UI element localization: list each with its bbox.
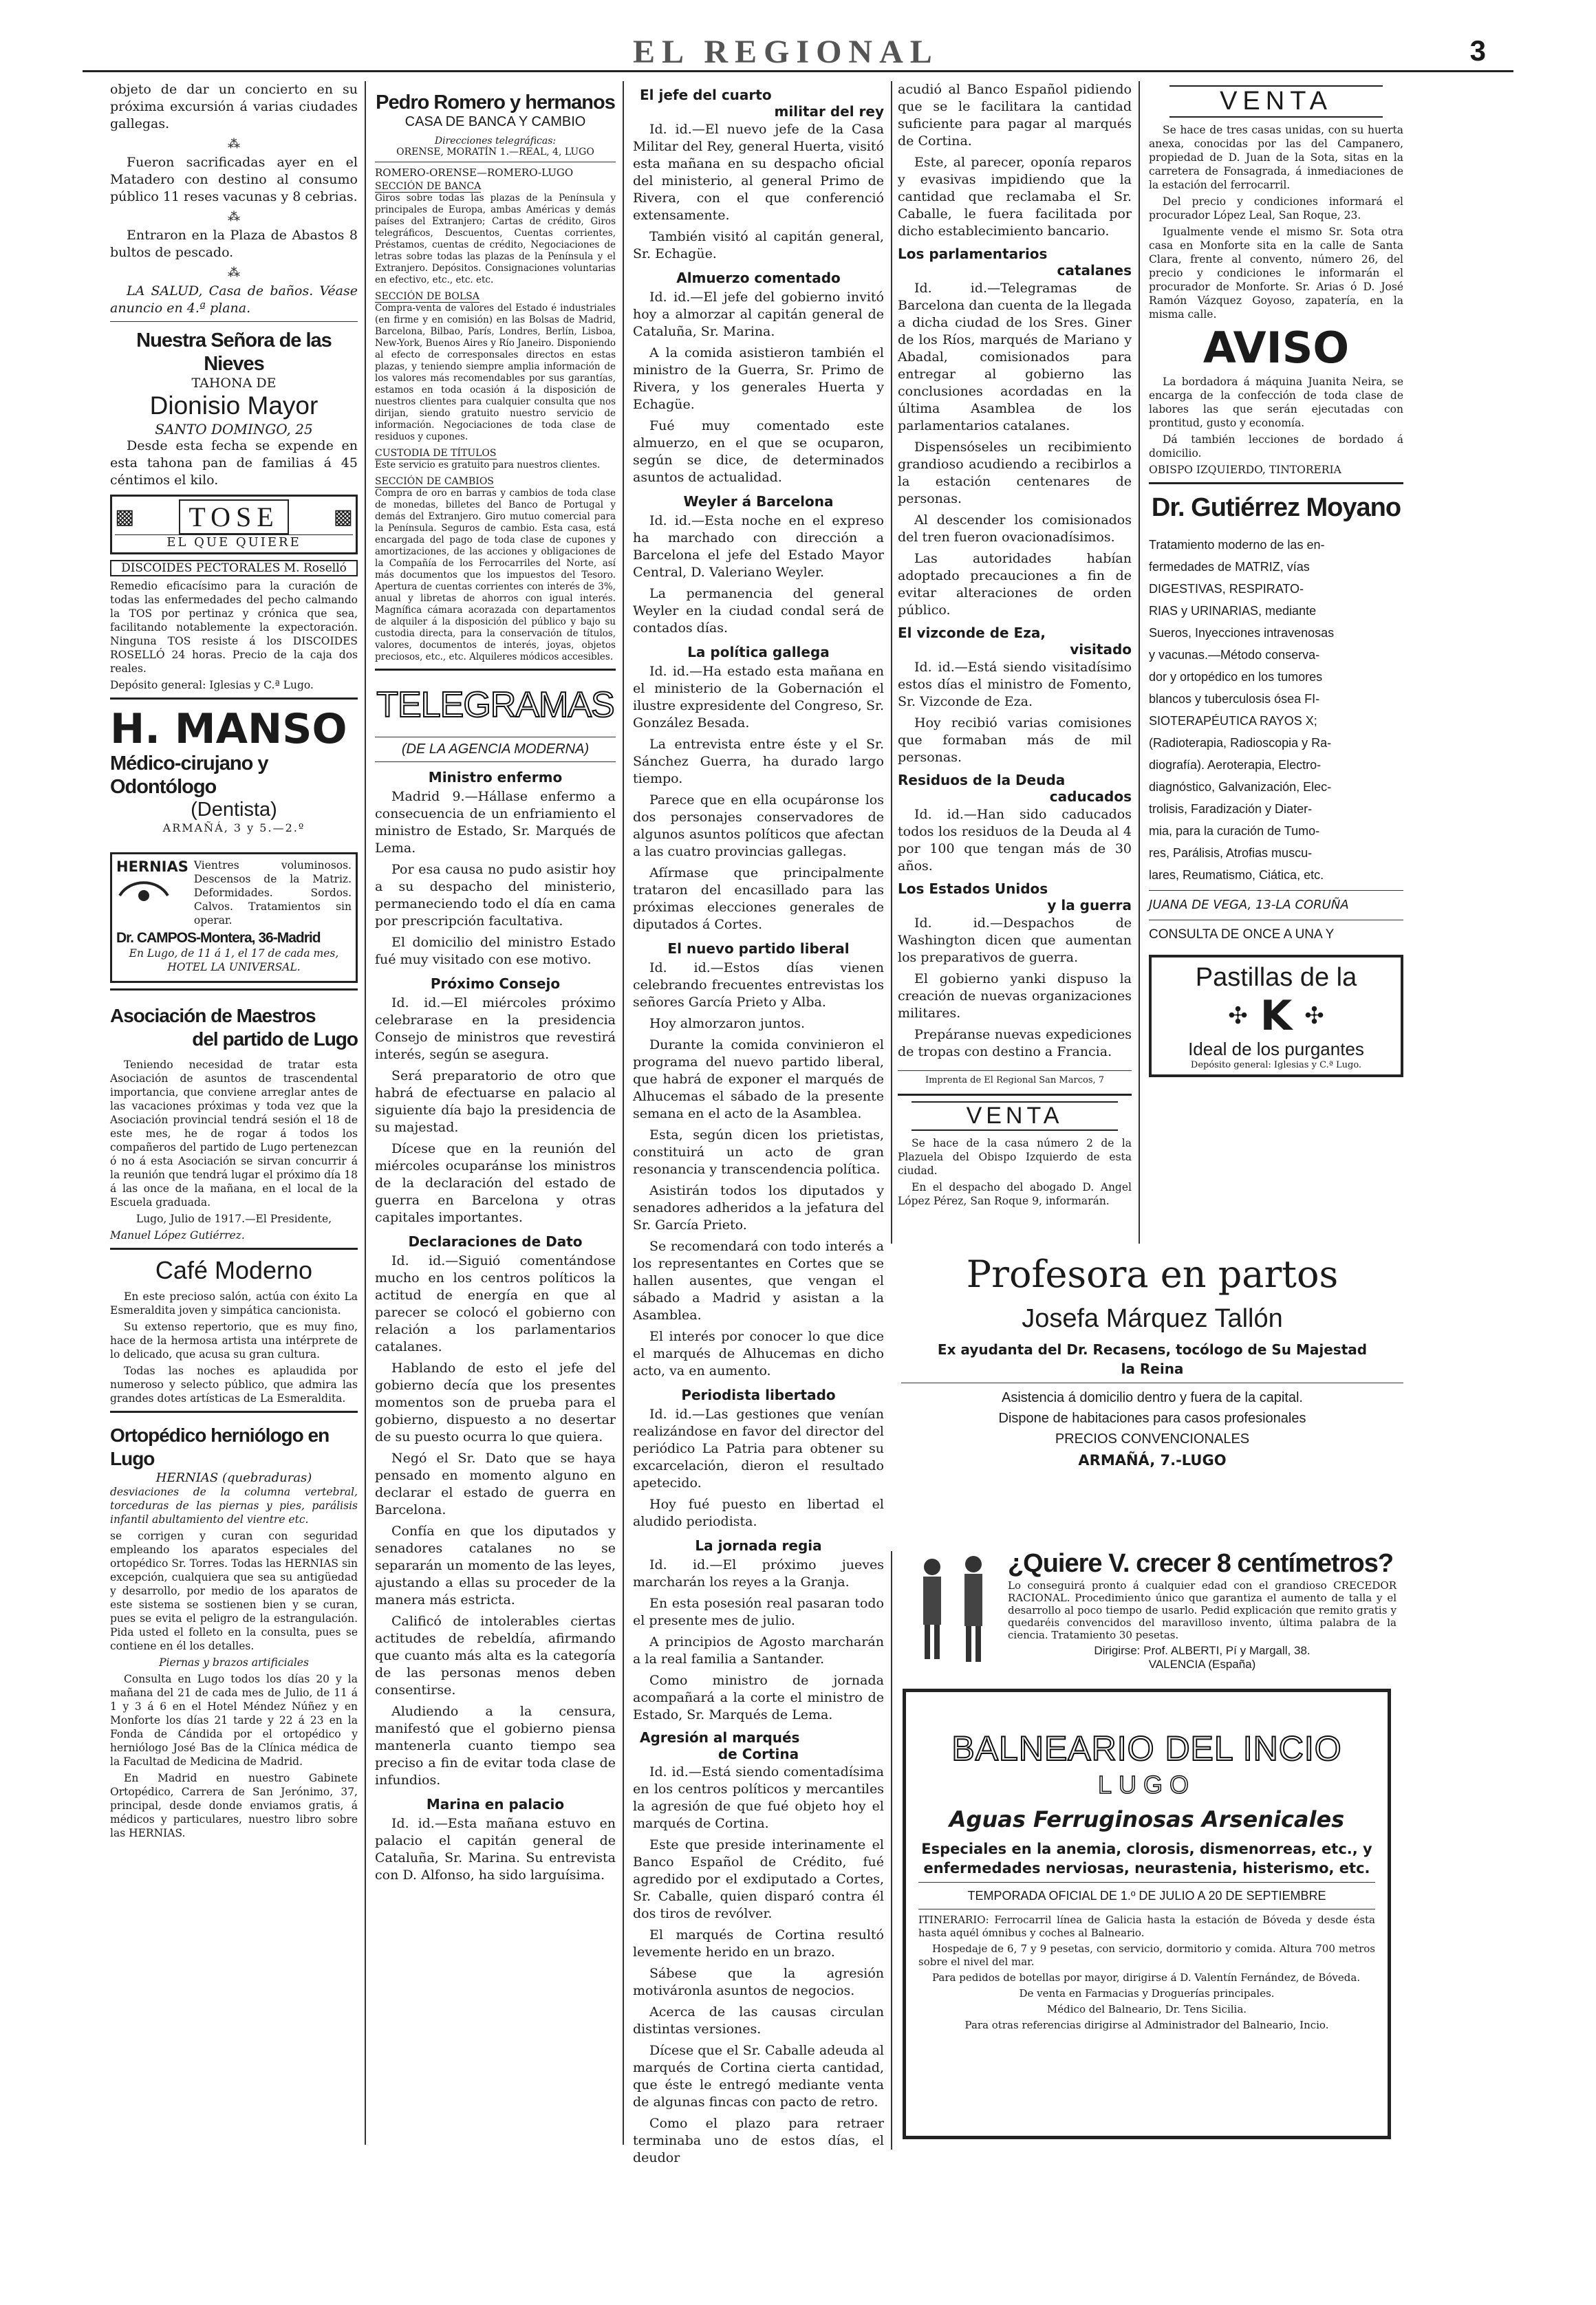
heading-eza-1: El vizconde de Eza,: [898, 625, 1046, 641]
ad-venta2-text2: En el despacho del abogado D. Angel López Pérez, San Roque 9, informarán.: [898, 1181, 1132, 1207]
para-gallega-2: La entrevista entre éste y el Sr. Sánchez Guerra, ha durado largo tiempo.: [633, 737, 884, 786]
ad-pastillas-k: K: [1260, 992, 1293, 1040]
para-cortina-3: El marqués de Cortina resultó levemente herido en un brazo.: [633, 1927, 884, 1960]
ad-nieves-tahona: TAHONA DE: [191, 376, 277, 391]
para-gallega-1: Id. id.—Ha estado esta mañana en el ministerio de la Gobernación el ilustre expresidente del Congreso, Sr. González Besada.: [633, 664, 884, 731]
ad-hernias-doctor: Dr. CAMPOS-Montera, 36-Madrid: [116, 930, 321, 946]
separator: ⁂: [228, 266, 240, 280]
para-dato-2: Hablando de esto el jefe del gobierno decía que los presentes momentos son de prueba para el gobierno, dispuesto a no desertar de su puesto ocurra lo que quiera.: [375, 1361, 616, 1444]
para-dato-3: Negó el Sr. Dato que se haya pensado en momento alguno en declarar el estado de guerra en Barcelona.: [375, 1451, 616, 1517]
ad-hernias-word: HERNIAS: [116, 858, 188, 875]
para-parl-4: Las autoridades habían adoptado precauciones a fin de evitar alteraciones de orden público.: [898, 551, 1132, 618]
ad-balneario-aguas: Aguas Ferruginosas Arsenicales: [949, 1806, 1345, 1832]
ad-asoc-title2: del partido de Lugo: [192, 1028, 358, 1050]
heading-liberal: El nuevo partido liberal: [667, 940, 850, 957]
para-liberal-3: Durante la comida convinieron el programa del nuevo partido liberal, que habrá de exponer el marqués de Alhucemas el sábado de la presente semana en el acto de la Asamblea.: [633, 1037, 884, 1121]
ad-crecer-text: Lo conseguirá pronto á cualquier edad con el grandioso CRECEDOR RACIONAL. Procedimiento único que garantiza el aumento de talla y el desarrollo al poco tiempo de usarlo. Pedid explicación que remito gratis y quedaréis convencidos del maravilloso invento, última palabra de la ciencia. Tratamiento 30 pesetas.: [1008, 1579, 1396, 1641]
sec-banca: SECCIÓN DE BANCA: [375, 181, 482, 192]
ad-crecer-dir: Dirigirse: Prof. ALBERTI, Pí y Margall, 38.: [1094, 1644, 1311, 1657]
para-regia-4: Como ministro de jornada acompañará a la corte el ministro de Estado, Sr. Marqués de Lema.: [633, 1673, 884, 1722]
para-regia-3: A principios de Agosto marcharán a la real familia a Santander.: [633, 1634, 884, 1667]
ad-profesora-precios: PRECIOS CONVENCIONALES: [1055, 1431, 1250, 1447]
para-ministro-3: El domicilio del ministro Estado fué muy visitado con ese motivo.: [375, 935, 616, 967]
custodia-text: Este servicio es gratuito para nuestros clientes.: [375, 459, 601, 470]
ad-cafe-text2: Su extenso repertorio, que es muy fino, hace de la hermosa artista una intérprete de lo delicado, que acusa su gran cultura.: [110, 1321, 358, 1361]
heading-regia: La jornada regia: [695, 1537, 822, 1554]
ad-profesora: [901, 1252, 1403, 1541]
ad-balneario-esp: Especiales en la anemia, clorosis, dismenorreas, etc., y enfermedades nerviosas, neurastenia, histerismo, etc.: [921, 1841, 1372, 1876]
para-usa-2: El gobierno yanki dispuso la creación de nuevas organizaciones militares.: [898, 971, 1132, 1021]
heading-parl-1: Los parlamentarios: [898, 246, 1048, 262]
ad-salud: LA SALUD, Casa de baños. Véase anuncio en 4.ª plana.: [110, 283, 358, 316]
hernia-belt-icon: [116, 875, 171, 905]
ad-pastillas: [1149, 955, 1403, 1077]
heading-deuda-2: caducados: [1049, 788, 1132, 805]
para-almuerzo-2: A la comida asistieron también el ministro de la Guerra, Sr. Primo de Rivera, y los generales Huerta y Echagüe.: [633, 345, 884, 412]
ad-venta-title: VENTA: [1169, 85, 1383, 118]
ad-hernias-visit: En Lugo, de 11 á 1, el 17 de cada mes, HOTEL LA UNIVERSAL.: [129, 947, 339, 973]
ad-aviso-addr: OBISPO IZQUIERDO, TINTORERIA: [1149, 464, 1341, 476]
moyano-line: mia, para la curación de Tumo-: [1149, 824, 1320, 838]
ad-orto-text: se corrigen y curan con seguridad empleando los aparatos especiales del ortopédico Sr. Torres. Todas las HERNIAS sin excepción, cualquiera que sea su antigüedad y desarrollo, por medio de los aparatos de este sistema se sostienen bien y se curan, pues se evita el peligro de la estrangulación. Pida usted el folleto en la consulta, pues se contiene en él los detalles.: [110, 1530, 358, 1652]
column-rule: [1139, 81, 1140, 1244]
ad-pastillas-sub: Ideal de los purgantes: [1188, 1039, 1364, 1059]
ad-banca-sub: CASA DE BANCA Y CAMBIO: [405, 114, 586, 129]
moyano-line: RIAS y URINARIAS, mediante: [1149, 604, 1317, 618]
moyano-line: Tratamiento moderno de las en-: [1149, 538, 1325, 552]
ad-cafe-title: Café Moderno: [155, 1256, 313, 1284]
ornament-icon: ▩: [333, 505, 353, 529]
masthead-title: EL REGIONAL: [633, 34, 939, 70]
moyano-line: res, Parálisis, Atrofias muscu-: [1149, 846, 1313, 860]
ad-crecer-title: ¿Quiere V. crecer 8 centímetros?: [1007, 1549, 1394, 1578]
ad-aviso-text2: Dá también lecciones de bordado á domicilio.: [1149, 433, 1403, 459]
ad-balneario-otras: Para otras referencias dirigirse al Administrador del Balneario, Incio.: [964, 2019, 1329, 2031]
separator: ⁂: [228, 137, 240, 151]
moyano-line: SIOTERAPÉUTICA RAYOS X;: [1149, 714, 1317, 728]
moyano-line: trolisis, Faradización y Diater-: [1149, 802, 1313, 816]
ad-pastillas-title: Pastillas de la: [1195, 963, 1357, 992]
ad-nieves-addr: SANTO DOMINGO, 25: [155, 421, 313, 437]
ad-venta2-title: VENTA: [912, 1101, 1118, 1131]
ad-aviso-text: La bordadora á máquina Juanita Neira, se encarga de la confección de toda clase de labores las que serán ejecutadas con prontitud, gusto y economía.: [1149, 376, 1403, 429]
ad-orto-lines: desviaciones de la columna vertebral, torceduras de las piernas y pies, parálisis infantil abultamiento del vientre etc.: [110, 1486, 358, 1526]
para-parl-2: Dispensóseles un recibimiento grandioso acudiendo a recibirlos a la estación centenares de personas.: [898, 440, 1132, 506]
ad-banca-dir: Direcciones telegráficas:: [434, 136, 557, 147]
news-concierto: objeto de dar un concierto en su próxima excursión á varias ciudades gallegas.: [110, 82, 358, 131]
cambios-text: Compra de oro en barras y cambios de toda clase de monedas, billetes del Banco de Portugal y demás del Extranjero. Giro mutuo comercial para la Península. Seguros de cambio. Esta casa, está encargada del pago de toda clase de cupones y amortizaciones, de las acciones y obligaciones de la Compañía de los Ferrocarriles del Norte, así más documentos que los impuestos del Tesoro. Apertura de cuentas corrientes con interés de 3%, anual y libretas de ahorros con igual interés. Magnífica cámara acorazada con departamentos de alquiler á la disposición del público y bajo su custodia directa, para la conservación de títulos, valores, documentos de interés, joyas, objetos preciosos, etc., etc. Alquileres módicos accesibles.: [375, 488, 616, 662]
ad-hernias-campos: [110, 852, 358, 983]
heading-weyler: Weyler á Barcelona: [683, 493, 834, 510]
para-dato-1: Id. id.—Siguió comentándose mucho en los centros políticos la actitud de energía en que al parecer se colocó el gobierno con relación a los parlamentarios catalanes.: [375, 1253, 616, 1354]
ad-orto-hernias: HERNIAS (quebraduras): [155, 1471, 312, 1485]
para-cortina-1: Id. id.—Está siendo comentadísima en los centros políticos y mercantiles la agresión de que fué objeto hoy el marqués de Cortina.: [633, 1764, 884, 1831]
moyano-line: blancos y tuberculosis ósea FI-: [1149, 692, 1320, 706]
heading-ministro: Ministro enfermo: [428, 769, 563, 786]
para-regia-1: Id. id.—El próximo jueves marcharán los reyes a la Granja.: [633, 1557, 884, 1590]
ad-profesora-name: Josefa Márquez Tallón: [1022, 1304, 1283, 1333]
ad-moyano-addr: JUANA DE VEGA, 13-LA CORUÑA: [1149, 898, 1349, 912]
ad-profesora-sub1: Ex ayudanta del Dr. Recasens, tocólogo de Su Majestad la Reina: [937, 1341, 1368, 1377]
ad-balneario-itin: ITINERARIO: Ferrocarril línea de Galicia hasta la estación de Bóveda y desde ésta hasta aquél ómnibus y coches al Balneario.: [918, 1914, 1375, 1939]
ad-crecer-city: VALENCIA (España): [1148, 1658, 1256, 1671]
column-rule: [891, 81, 892, 1244]
para-liberal-1: Id. id.—Estos días vienen celebrando frecuentes entrevistas los señores García Prieto y Alba.: [633, 960, 884, 1010]
moyano-line: diagnóstico, Galvanización, Elec-: [1149, 780, 1332, 794]
ad-asoc-sign2: Manuel López Gutiérrez.: [110, 1229, 245, 1242]
para-almuerzo-3: Fué muy comentado este almuerzo, en el que se ocuparon, según se dice, de determinados asuntos de actualidad.: [633, 418, 884, 485]
para-liberal-2: Hoy almorzaron juntos.: [649, 1016, 806, 1031]
para-eza-1: Id. id.—Está siendo visitadísimo estos días el ministro de Fomento, Sr. Vizconde de Eza.: [898, 660, 1132, 709]
heading-marina: Marina en palacio: [426, 1796, 565, 1812]
para-weyler-2: La permanencia del general Weyler en la ciudad condal será de contados días.: [633, 586, 884, 636]
para-regia-2: En esta posesión real pasaran todo el presente mes de julio.: [633, 1596, 884, 1628]
para-parecer: Este, al parecer, oponía reparos y evasivas impidiendo que la cantidad que reclamaba el Sr. Caballe, le fuera facilitada por dicho establecimiento bancario.: [898, 155, 1132, 239]
para-eza-2: Hoy recibió varias comisiones que formaban más de mil personas.: [898, 715, 1132, 765]
para-acudio: acudió al Banco Español pidiendo que se le facilitara la cantidad suficiente para pagar al marqués de Cortina.: [898, 82, 1132, 149]
para-liberal-6: Se recomendará con todo interés a los representantes en Cortes que se hallen ausentes, que vengan el sábado a Madrid y asistan a la Asamblea.: [633, 1239, 884, 1323]
para-liberal-5: Asistirán todos los diputados y senadores adheridos a la jefatura del Sr. García Prieto.: [633, 1183, 884, 1233]
para-parl-3: Al descender los comisionados del tren fueron ovacionadísimos.: [898, 512, 1132, 545]
sec-custodia: CUSTODIA DE TÍTULOS: [375, 448, 497, 459]
ad-manso-dentista: (Dentista): [191, 799, 277, 821]
para-usa-1: Id. id.—Despachos de Washington dicen que aumentan los preparativos de guerra.: [898, 916, 1132, 965]
ad-moyano-consulta: CONSULTA DE ONCE A UNA Y: [1149, 927, 1335, 942]
telegramas-title: TELEGRAMAS: [376, 685, 614, 725]
ad-banca-romero: ROMERO-ORENSE—ROMERO-LUGO: [375, 166, 574, 179]
para-dato-5: Calificó de intolerables ciertas actitudes de rebeldía, afirmando que cuanto más alta es la categoría de las personas menos deben consentirse.: [375, 1614, 616, 1698]
ad-profesora-disp: Dispone de habitaciones para casos profesionales: [998, 1411, 1306, 1426]
ad-crecer: [908, 1548, 1396, 1685]
sec-cambios: SECCIÓN DE CAMBIOS: [375, 476, 494, 487]
column-1: [110, 81, 358, 2152]
ad-manso-name: H. MANSO: [110, 705, 347, 753]
para-almuerzo-1: Id. id.—El jefe del gobierno invitó hoy a almorzar al capitán general de Cataluña, Sr. Marina.: [633, 290, 884, 339]
para-periodista-1: Id. id.—Las gestiones que venían realizándose en favor del director del periódico La Patria para obtener su excarcelación, dieron el resultado apetecido.: [633, 1407, 884, 1491]
ad-banca-dir2: ORENSE, MORATÍN 1.—REAL, 4, LUGO: [396, 147, 594, 158]
ornament-icon: ✣: [1228, 1002, 1248, 1030]
para-dato-4: Confía en que los diputados y senadores catalanes no se separarán un momento de las leyes, ajustando a ellas su proceder de la manera más estricta.: [375, 1524, 616, 1608]
ad-tose-discoides: DISCOIDES PECTORALES M. Roselló: [110, 560, 358, 576]
ad-orto-title: Ortopédico herniólogo en Lugo: [110, 1425, 330, 1469]
heading-cortina-2: de Cortina: [718, 1746, 799, 1762]
news-matadero: Fueron sacrificadas ayer en el Matadero con destino al consumo público 11 reses vacunas y 8 cebrias.: [110, 155, 358, 204]
para-jefe-2: También visitó al capitán general, Sr. Echagüe.: [633, 229, 884, 261]
ad-venta-text3: Igualmente vende el mismo Sr. Sota otra casa en Monforte sita en la calle de Santa Clara, frente al convento, número 26, del precio y condiciones le informarán el procurador de Monforte. Sr. Arias ó D. José Ramón Vázquez Goyoso, zapatería, en la misma calle.: [1149, 226, 1403, 321]
column-5: [1149, 81, 1403, 1237]
ad-profesora-title: Profesora en partos: [966, 1253, 1339, 1296]
para-cortina-4: Sábese que la agresión motiváronla asuntos de negocios.: [633, 1966, 884, 1998]
heading-jefe-2: militar del rey: [774, 103, 884, 120]
para-liberal-4: Esta, según dicen los prietistas, constituirá un acto de gran resonancia y transcendencia política.: [633, 1127, 884, 1177]
ad-venta2-text: Se hace de la casa número 2 de la Plazuela del Obispo Izquierdo de esta ciudad.: [898, 1137, 1132, 1177]
telegramas-agencia: (DE LA AGENCIA MODERNA): [401, 742, 590, 757]
moyano-line: y vacunas.—Método conserva-: [1149, 648, 1320, 662]
column-4: [898, 81, 1132, 1237]
ad-orto-piernas: Piernas y brazos artificiales: [159, 1656, 309, 1669]
para-weyler-1: Id. id.—Esta noche en el expreso ha marchado con dirección a Barcelona el jefe del Estado Mayor Central, D. Valeriano Weyler.: [633, 513, 884, 580]
separator: ⁂: [228, 210, 240, 224]
heading-gallega: La política gallega: [687, 644, 830, 660]
para-cortina-5: Acerca de las causas circulan distintas versiones.: [633, 2004, 884, 2037]
ad-pastillas-dep: Depósito general: Iglesias y C.ª Lugo.: [1190, 1060, 1362, 1070]
ad-moyano-lines: [1149, 534, 1403, 886]
heading-cortina: [633, 1729, 884, 1762]
column-rule: [891, 1551, 892, 2150]
heading-eza-2: visitado: [1070, 641, 1132, 658]
para-usa-3: Prepáranse nuevas expediciones de tropas con destino a Francia.: [898, 1027, 1132, 1059]
heading-deuda: [898, 772, 1132, 805]
para-marina: Id. id.—Esta mañana estuvo en palacio el capitán general de Cataluña, Sr. Marina. Su entrevista con D. Alfonso, ha sido larguísima.: [375, 1816, 616, 1883]
heading-almuerzo: Almuerzo comentado: [676, 270, 841, 286]
ad-tose-text: Remedio eficacísimo para la curación de todas las enfermedades del pecho calmando la TOS por pertinaz y crónica que sea, facilitando notablemente la expectoración. Ninguna TOS resiste á los DISCOIDES ROSELLÓ 24 horas. Precio de la caja dos reales.: [110, 580, 358, 675]
moyano-line: fermedades de MATRIZ, vías: [1149, 560, 1310, 574]
heading-parl-2: catalanes: [1057, 262, 1132, 279]
para-cortina-6: Dícese que el Sr. Caballe adeuda al marqués de Cortina cierta cantidad, que éste le entregó mediante venta de algunas fincas con pacto de retro.: [633, 2043, 884, 2110]
bolsa-text: Compra-venta de valores del Estado é industriales (en firme y en comisión) en las Bolsas de Madrid, Barcelona, Bilbao, París, Londres, Berlín, Lisboa, New-York, Buenos Aires y Río Janeiro. Disponiendo al efecto de corresponsales directos en estas plazas, y teniendo siempre amplia información de los valores más recomendables por sus garantías, estamos en toda ocasión á la disposición de nuestros clientes para cualquier consulta que nos dirijan, siendo gratuito nuestro servicio de información. Negociaciones de toda clase de residuos y cupones.: [375, 303, 616, 442]
ad-nieves-title: Nuestra Señora de las Nieves: [136, 329, 332, 375]
ad-asoc-title1: Asociación de Maestros: [110, 1005, 316, 1026]
banca-text: Giros sobre todas las plazas de la Península y principales de Europa, ambas Américas y demás países del Extranjero; Cartas de crédito, Giros telegráficos, Descuentos, Cuentas corrientes, Préstamos, cuentas de crédito, Negociaciones de letras sobre todas las plazas de la Península y el Extranjero. Depósitos. Consignaciones voluntarias en efectivo, etc., etc. etc.: [375, 193, 616, 285]
column-rule: [365, 81, 366, 2145]
para-parl-1: Id. id.—Telegramas de Barcelona dan cuenta de la llegada a dicha ciudad de los Sres. Giner de los Ríos, marqués de Mariano y Abadal, comisionados para entregar al gobierno las conclusiones acordadas en la última Asamblea de los parlamentarios catalanes.: [898, 281, 1132, 433]
ad-balneario: [903, 1689, 1391, 2139]
para-deuda: Id. id.—Han sido caducados todos los residuos de la Deuda al 4 por 100 que tengan más de 30 años.: [898, 807, 1132, 874]
moyano-line: dor y ortopédico en los tumores: [1149, 670, 1323, 684]
ad-venta-text2: Del precio y condiciones informará el procurador López Leal, San Roque, 23.: [1149, 195, 1403, 221]
heading-usa: [898, 880, 1132, 913]
ad-banca-title: Pedro Romero y hermanos: [376, 91, 615, 113]
para-gallega-4: Afírmase que principalmente trataron del encasillado para las próximas elecciones generales de diputados á Cortes.: [633, 865, 884, 932]
moyano-line: Sueros, Inyecciones intravenosas: [1149, 626, 1335, 640]
ad-manso-title: Médico-cirujano y Odontólogo: [110, 753, 268, 798]
heading-dato: Declaraciones de Dato: [408, 1233, 583, 1250]
heading-consejo: Próximo Consejo: [430, 975, 561, 992]
news-abastos: Entraron en la Plaza de Abastos 8 bultos de pescado.: [110, 228, 358, 260]
ad-balneario-medico: Médico del Balneario, Dr. Tens Sicilia.: [1046, 2003, 1247, 2015]
column-rule: [623, 81, 624, 2145]
ad-cafe-text3: Todas las noches es aplaudida por numeroso y selecto público, que admira las grandes dotes artísticas de La Esmeraldita.: [110, 1365, 358, 1405]
column-2: [375, 81, 616, 2152]
heading-usa-1: Los Estados Unidos: [898, 880, 1048, 897]
ad-asoc-text: Teniendo necesidad de tratar esta Asociación de asuntos de trascendental importancia, que conviene arreglar antes de las vacaciones próximas y toda vez que la Asociación provincial tendrá sesión el 18 de este mes, he de rogar á todos los compañeros del partido de Lugo pertenezcan ó no á esta Asociación se sirvan concurrir á la reunión que tendrá lugar el próximo día 18 á las once de la mañana, en el local de la Escuela graduada.: [110, 1059, 358, 1209]
ad-tose-sub: EL QUE QUIERE: [115, 534, 353, 550]
ad-balneario-city: LUGO: [1097, 1771, 1196, 1799]
moyano-line: (Radioterapia, Radioscopia y Ra-: [1149, 736, 1332, 750]
heading-eza: [898, 625, 1132, 658]
ad-aviso-title: AVISO: [1203, 323, 1350, 373]
ad-profesora-asist: Asistencia á domicilio dentro y fuera de la capital.: [1001, 1390, 1303, 1405]
ad-orto-consulta: Consulta en Lugo todos los días 20 y la mañana del 21 de cada mes de Julio, de 11 á 1 y 3 á 6 en el Hotel Méndez Núñez y en Monforte los días 21 tarde y 22 á 23 en la Fonda de Cándida por el ortopédico y herniólogo José Bas de la Clínica médica de la Facultad de Medicina de Madrid.: [110, 1673, 358, 1768]
ad-cafe-text1: En este precioso salón, actúa con éxito La Esmeraldita joven y simpática cancionista.: [110, 1290, 358, 1317]
para-consejo-2: Será preparatorio de otro que habrá de efectuarse en palacio al siguiente día bajo la presidencia de su majestad.: [375, 1068, 616, 1135]
ad-tose-word: TOSE: [179, 499, 288, 534]
moyano-line: lares, Reumatismo, Ciática, etc.: [1149, 868, 1324, 882]
ad-venta-text: Se hace de tres casas unidas, con su huerta anexa, conocidas por las del Campanero, propiedad de D. Juan de la Sota, sitas en la carretera de Fonsagrada, á inmediaciones de la estación del ferrocarril.: [1149, 124, 1403, 191]
heading-usa-2: y la guerra: [1047, 897, 1132, 913]
ad-nieves-text: Desde esta fecha se expende en esta tahona pan de familias á 45 céntimos el kilo.: [110, 438, 358, 488]
ad-tose: [110, 495, 358, 554]
ad-hernias-text: Vientres voluminosos. Descensos de la Matriz. Deformidades. Sordos. Calvos. Tratamientos sin operar.: [193, 859, 352, 927]
ad-balneario-title: BALNEARIO DEL INCIO: [951, 1729, 1342, 1768]
ad-tose-deposito: Depósito general: Iglesias y C.ª Lugo.: [110, 679, 314, 691]
ad-balneario-pedidos: Para pedidos de botellas por mayor, dirigirse á D. Valentín Fernández, de Bóveda.: [932, 1971, 1361, 1984]
para-periodista-2: Hoy fué puesto en libertad el aludido periodista.: [633, 1497, 884, 1529]
page-number: 3: [1469, 34, 1486, 67]
para-cortina-7: Como el plazo para retraer terminaba uno de estos días, el deudor: [633, 2116, 884, 2165]
ad-balneario-hosp: Hospedaje de 6, 7 y 9 pesetas, con servicio, dormitorio y comida. Altura 700 metros sobre el nivel del mar.: [918, 1943, 1375, 1968]
para-gallega-3: Parece que en ella ocupáronse los dos personajes conservadores de algunos asuntos políticos que afectan a las cuatro provincias gallegas.: [633, 792, 884, 859]
para-dato-6: Aludiendo a la censura, manifestó que el gobierno piensa mantenerla cuanto tiempo sea preciso a fin de evitar toda clase de infundios.: [375, 1704, 616, 1788]
ad-balneario-temporada: TEMPORADA OFICIAL DE 1.º DE JULIO A 20 DE SEPTIEMBRE: [967, 1889, 1326, 1903]
para-liberal-7: El interés por conocer lo que dice el marqués de Alhucemas en dicho acto, va en aumento.: [633, 1329, 884, 1378]
sec-bolsa: SECCIÓN DE BOLSA: [375, 291, 479, 302]
heading-periodista: Periodista libertado: [681, 1387, 836, 1403]
para-ministro-1: Madrid 9.—Hállase enfermo a consecuencia de un enfriamiento el ministro de Estado, Sr. Marqués de Lema.: [375, 789, 616, 856]
masthead-rule: [83, 70, 1513, 72]
ornament-icon: ✣: [1304, 1002, 1324, 1030]
ad-manso-addr: ARMAÑÁ, 3 y 5.—2.º: [162, 821, 305, 834]
para-jefe-1: Id. id.—El nuevo jefe de la Casa Militar del Rey, general Huerta, visitó esta mañana en su despacho oficial del ministerio, al general Primo de Rivera, con el que conferenció extensamente.: [633, 122, 884, 223]
ad-orto-madrid: En Madrid en nuestro Gabinete Ortopédico, Carrera de San Jerónimo, 37, principal, desde donde enviamos gratis, á médicos y particulares, nuestro libro sobre las HERNIAS.: [110, 1772, 358, 1839]
ad-profesora-addr: ARMAÑÁ, 7.-LUGO: [1078, 1452, 1227, 1469]
para-consejo-1: Id. id.—El miércoles próximo celebrarase en la presidencia Consejo de ministros que revestirá interés, según se asegura.: [375, 995, 616, 1062]
ornament-icon: ▩: [115, 505, 135, 529]
heading-parlamentarios: [898, 246, 1132, 279]
heading-cortina-1: Agresión al marqués: [640, 1729, 800, 1746]
para-consejo-3: Dícese que en la reunión del miércoles ocuparánse los ministros de la declaración del estado de guerra en Barcelona y otras capitales importantes.: [375, 1141, 616, 1225]
para-cortina-2: Este que preside interinamente el Banco Español de Crédito, fué agredido por el exdiputado a Cortes, Sr. Caballe, quien disparó contra él dos tiros de revólver.: [633, 1837, 884, 1921]
moyano-line: diografía). Aeroterapia, Electro-: [1149, 758, 1322, 772]
imprenta: Imprenta de El Regional San Marcos, 7: [925, 1075, 1105, 1085]
column-3: [633, 81, 884, 2165]
para-ministro-2: Por esa causa no pudo asistir hoy a su despacho del ministerio, permaneciendo todo el día en cama por prescripción facultativa.: [375, 862, 616, 929]
heading-jefe: [633, 87, 884, 120]
heading-jefe-1: El jefe del cuarto: [640, 87, 772, 103]
ad-balneario-venta: De venta en Farmacias y Droguerías principales.: [1019, 1987, 1275, 2000]
ad-moyano-title: Dr. Gutiérrez Moyano: [1151, 493, 1401, 522]
heading-deuda-1: Residuos de la Deuda: [898, 772, 1066, 788]
masthead: [83, 28, 1513, 76]
ad-asoc-sign1: Lugo, Julio de 1917.—El Presidente,: [136, 1213, 332, 1225]
ad-nieves-name: Dionisio Mayor: [149, 391, 319, 420]
moyano-line: DIGESTIVAS, RESPIRATO-: [1149, 582, 1304, 596]
growth-figures-icon: [908, 1555, 998, 1665]
